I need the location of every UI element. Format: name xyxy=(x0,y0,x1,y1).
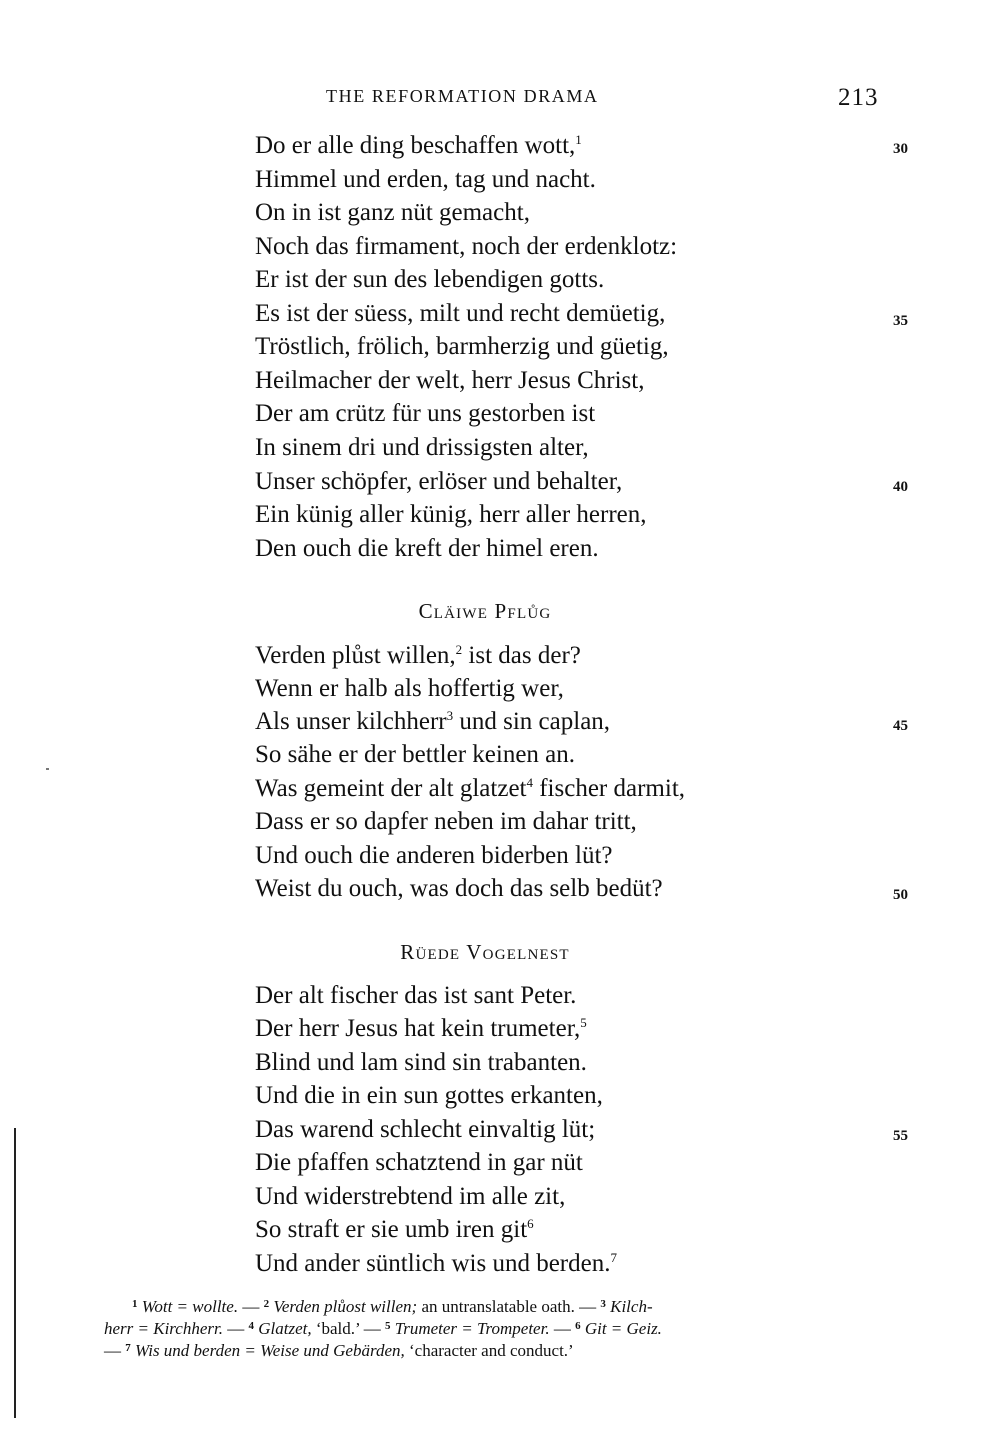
verse-line: Der am crütz für uns gestorben ist xyxy=(255,400,596,427)
footnote-line: — $^7$ Wis und berden = Weise und Gebärden, ‘character and conduct.’ xyxy=(104,1341,574,1360)
verse-line: Und ouch die anderen biderben lüt? xyxy=(255,842,613,869)
verse-line: Das warend schlecht einvaltig lüt; xyxy=(255,1116,596,1143)
page-header xyxy=(0,86,1000,112)
verse-line: So sähe er der bettler keinen an. xyxy=(255,741,576,768)
verse-line: Verden plůst willen,$^2$ ist das der? xyxy=(255,642,581,669)
verse-line: Weist du ouch, was doch das selb bedüt? xyxy=(255,875,663,902)
footnote-line: herr = Kirchherr. — $^4$ Glatzet, ‘bald.’ — $^5$ Trumeter = Trompeter. — $^6$ Git = Geiz. xyxy=(104,1319,662,1338)
verse-line: Do er alle ding beschaffen wott,$^1$ xyxy=(255,132,582,159)
verse-line: So straft er sie umb iren git$^6$ xyxy=(255,1216,534,1243)
line-number: 45 xyxy=(893,718,908,734)
footnote-ref: 5 xyxy=(580,1015,587,1030)
scan-speck xyxy=(46,768,49,770)
line-number: 35 xyxy=(893,313,908,329)
page-number: 213 xyxy=(838,84,879,111)
footnote-ref: 4 xyxy=(526,775,533,790)
footnote-ref: 6 xyxy=(527,1216,534,1231)
footnotes xyxy=(104,1296,880,1362)
footnote-ref: 2 xyxy=(455,642,463,657)
footnote-ref: 3 xyxy=(446,708,454,723)
verse-line: Wenn er halb als hoffertig wer, xyxy=(255,675,564,702)
line-number: 40 xyxy=(893,479,908,495)
verse-line: Die pfaffen schatztend in gar nüt xyxy=(255,1149,583,1176)
speaker-heading: Rüede Vogelnest xyxy=(400,940,570,964)
line-number: 50 xyxy=(893,887,908,903)
line-number: 55 xyxy=(893,1128,908,1144)
verse-line: Heilmacher der welt, herr Jesus Christ, xyxy=(255,367,645,394)
verse-line: Und die in ein sun gottes erkanten, xyxy=(255,1082,603,1109)
line-number: 30 xyxy=(893,141,908,157)
footnote-line: $^1$ Wott = wollte. — $^2$ Verden plůost willen; an untranslatable oath. — $^3$ Kilch- xyxy=(132,1297,653,1316)
verse-line: Er ist der sun des lebendigen gotts. xyxy=(255,266,605,293)
speaker-heading: Cläiwe Pflůg xyxy=(418,599,552,623)
verse-line: Der herr Jesus hat kein trumeter,$^5$ xyxy=(255,1015,587,1042)
verse-line: On in ist ganz nüt gemacht, xyxy=(255,199,530,226)
verse-line: Unser schöpfer, erlöser und behalter, xyxy=(255,468,623,495)
verse-line: Was gemeint der alt glatzet$^4$ fischer darmit, xyxy=(255,775,686,802)
running-title: THE REFORMATION DRAMA xyxy=(326,86,599,106)
footnote-ref: 7 xyxy=(610,1250,617,1265)
verse-line: Blind und lam sind sin trabanten. xyxy=(255,1049,587,1076)
verse-line: Es ist der süess, milt und recht demüetig, xyxy=(255,300,666,327)
verse-line: In sinem dri und drissigsten alter, xyxy=(255,434,589,461)
footnote-ref: 1 xyxy=(575,132,582,147)
verse-line: Himmel und erden, tag und nacht. xyxy=(255,166,596,193)
verse-line: Ein künig aller künig, herr aller herren, xyxy=(255,501,647,528)
verse-line: Noch das firmament, noch der erdenklotz: xyxy=(255,233,678,260)
verse-line: Dass er so dapfer neben im dahar tritt, xyxy=(255,808,637,835)
verse-line: Tröstlich, frölich, barmherzig und güetig, xyxy=(255,333,669,360)
verse-line: Und widerstrebtend im alle zit, xyxy=(255,1183,566,1210)
verse-line: Als unser kilchherr$^3$ und sin caplan, xyxy=(255,708,611,735)
scan-edge-line xyxy=(14,1128,16,1418)
verse-line: Der alt fischer das ist sant Peter. xyxy=(255,982,577,1009)
verse-line: Und ander süntlich wis und berden.$^7$ xyxy=(255,1250,617,1277)
verse-line: Den ouch die kreft der himel eren. xyxy=(255,535,599,562)
